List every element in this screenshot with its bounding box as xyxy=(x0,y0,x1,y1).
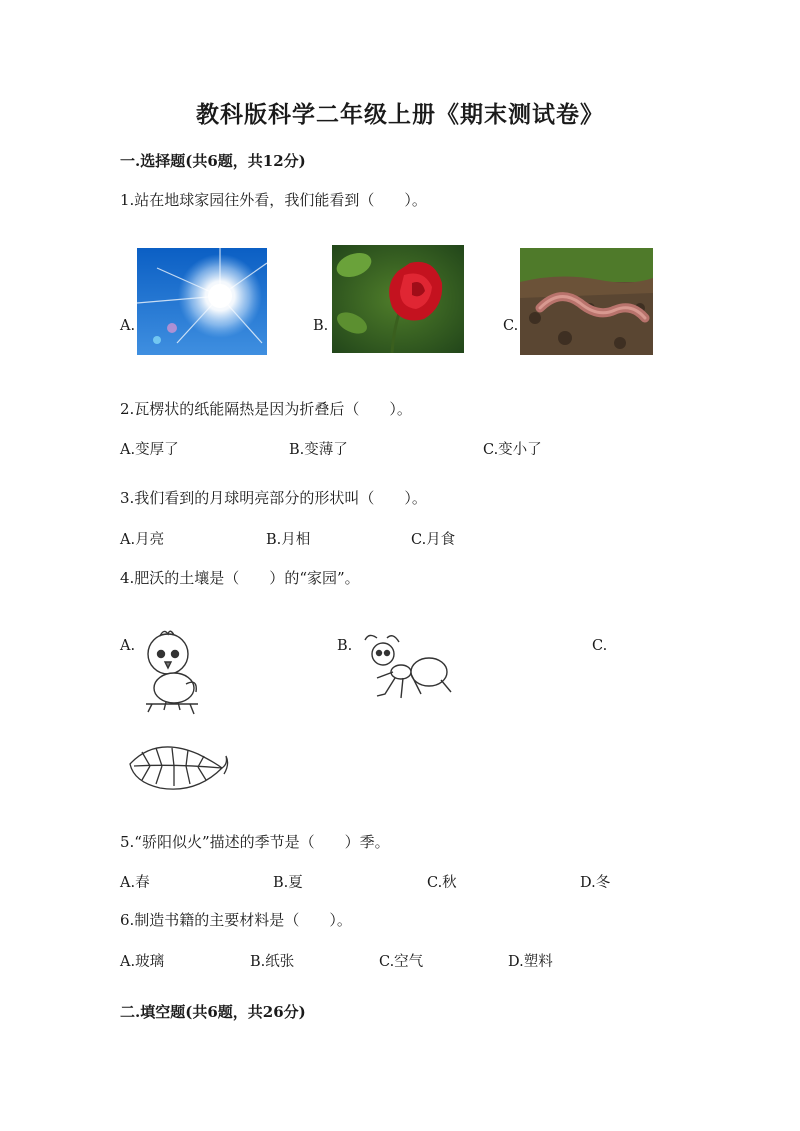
leaf-drawing xyxy=(126,738,230,794)
q5-option-a: A.春 xyxy=(120,875,150,891)
q3-option-a: A.月亮 xyxy=(120,532,165,548)
section-heading-fill: 二.填空题(共6题，共26分) xyxy=(120,1003,306,1021)
q1-option-a: A. xyxy=(120,318,136,334)
sun-photo xyxy=(137,248,267,355)
q6-option-d: D.塑料 xyxy=(508,954,553,970)
q2-option-b: B.变薄了 xyxy=(289,442,348,458)
chick-drawing xyxy=(138,626,208,718)
q3-option-b: B.月相 xyxy=(266,532,311,548)
question-6: 6.制造书籍的主要材料是（ ）。 xyxy=(120,911,352,929)
question-1: 1.站在地球家园往外看，我们能看到（ ）。 xyxy=(120,191,427,209)
q5-option-d: D.冬 xyxy=(580,875,611,891)
q3-option-c: C.月食 xyxy=(411,532,456,548)
question-2: 2.瓦楞状的纸能隔热是因为折叠后（ ）。 xyxy=(120,400,412,418)
earthworm-photo xyxy=(520,248,653,355)
q5-option-c: C.秋 xyxy=(427,875,457,891)
q4-option-a: A. xyxy=(120,638,136,654)
q2-option-a: A.变厚了 xyxy=(120,442,179,458)
page-title: 教科版科学二年级上册《期末测试卷》 xyxy=(196,101,604,128)
q6-option-a: A.玻璃 xyxy=(120,954,165,970)
q4-option-b: B. xyxy=(337,638,353,654)
ant-drawing xyxy=(355,632,455,704)
q6-option-c: C.空气 xyxy=(379,954,424,970)
q1-option-c: C. xyxy=(503,318,519,334)
q4-option-c: C. xyxy=(592,638,608,654)
question-3: 3.我们看到的月球明亮部分的形状叫（ ）。 xyxy=(120,489,427,507)
section-heading-choice: 一.选择题(共6题，共12分) xyxy=(120,152,306,170)
q6-option-b: B.纸张 xyxy=(250,954,295,970)
q1-option-b: B. xyxy=(313,318,329,334)
question-4: 4.肥沃的土壤是（ ）的“家园”。 xyxy=(120,569,360,587)
rose-photo xyxy=(332,245,464,353)
q5-option-b: B.夏 xyxy=(273,875,303,891)
q2-option-c: C.变小了 xyxy=(483,442,542,458)
question-5: 5.“骄阳似火”描述的季节是（ ）季。 xyxy=(120,833,390,851)
